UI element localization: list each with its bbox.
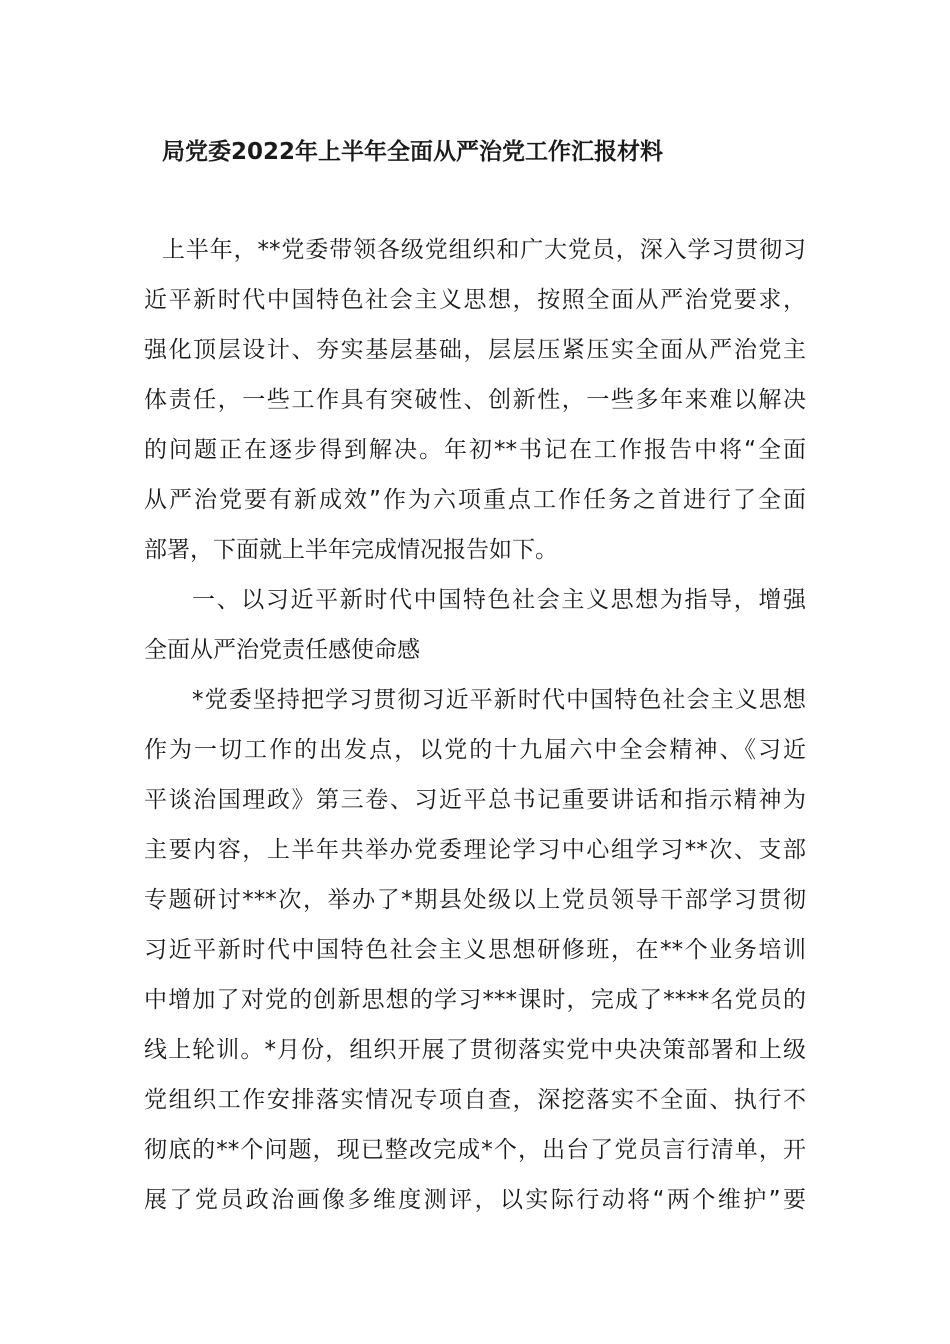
section-heading-line: 全面从严治党责任感使命感 — [144, 637, 420, 663]
body-line: 体责任，一些工作具有突破性、创新性，一些多年来难以解决 — [144, 387, 806, 413]
body-line: 上半年，**党委带领各级党组织和广大党员，深入学习贯彻习 — [162, 237, 806, 263]
body-line: 近平新时代中国特色社会主义思想，按照全面从严治党要求， — [144, 287, 806, 313]
body-line: *党委坚持把学习贯彻习近平新时代中国特色社会主义思想 — [192, 687, 806, 713]
document-title: 局党委2022年上半年全面从严治党工作汇报材料 — [162, 139, 664, 165]
body-line: 从严治党要有新成效”作为六项重点工作任务之首进行了全面 — [144, 487, 806, 513]
body-line: 彻底的**个问题，现已整改完成*个，出台了党员言行清单，开 — [144, 1137, 806, 1163]
body-line: 平谈治国理政》第三卷、习近平总书记重要讲话和指示精神为 — [144, 787, 806, 813]
body-line: 主要内容，上半年共举办党委理论学习中心组学习**次、支部 — [144, 837, 806, 863]
body-line: 部署，下面就上半年完成情况报告如下。 — [144, 537, 558, 563]
body-line: 党组织工作安排落实情况专项自查，深挖落实不全面、执行不 — [144, 1087, 806, 1113]
body-line: 强化顶层设计、夯实基层基础，层层压紧压实全面从严治党主 — [144, 337, 806, 363]
body-line: 线上轮训。*月份，组织开展了贯彻落实党中央决策部署和上级 — [144, 1037, 806, 1063]
body-line: 展了党员政治画像多维度测评，以实际行动将“两个维护”要 — [144, 1187, 806, 1213]
body-line: 作为一切工作的出发点，以党的十九届六中全会精神、《习近 — [144, 737, 806, 763]
body-line: 习近平新时代中国特色社会主义思想研修班，在**个业务培训 — [144, 937, 806, 963]
body-line: 的问题正在逐步得到解决。年初**书记在工作报告中将“全面 — [144, 437, 806, 463]
body-line: 专题研讨***次，举办了*期县处级以上党员领导干部学习贯彻 — [144, 887, 806, 913]
body-line: 中增加了对党的创新思想的学习***课时，完成了****名党员的 — [144, 987, 806, 1013]
section-heading-line: 一、以习近平新时代中国特色社会主义思想为指导，增强 — [192, 587, 806, 613]
